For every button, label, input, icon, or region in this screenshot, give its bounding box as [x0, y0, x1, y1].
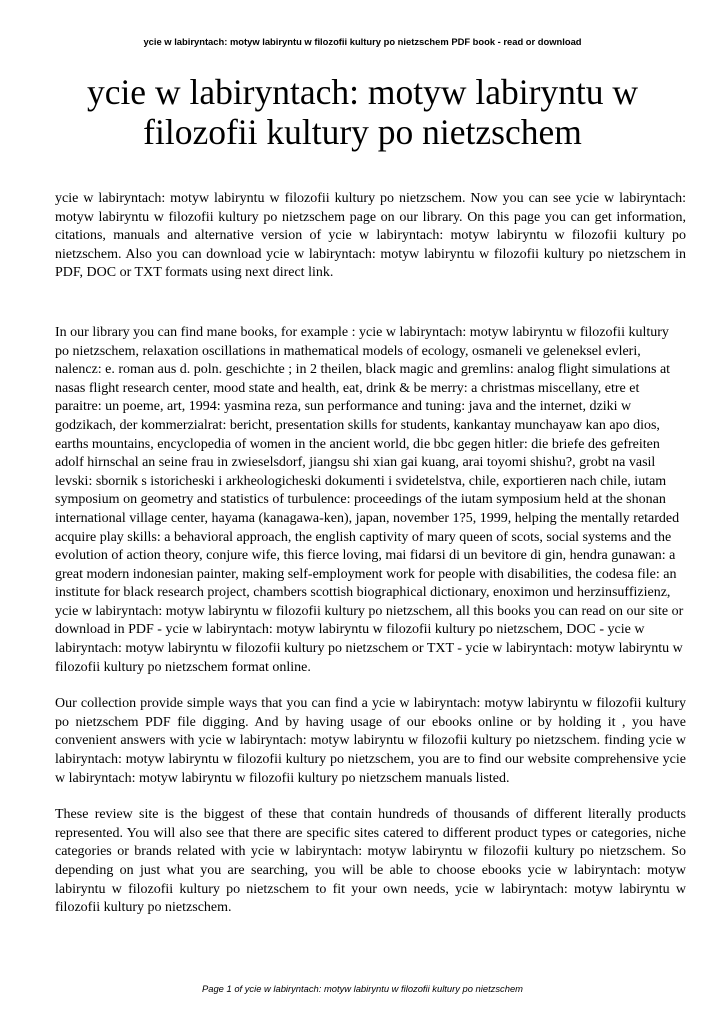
page-footer: Page 1 of ycie w labiryntach: motyw labiryntu w filozofii kultury po nietzschem	[202, 983, 523, 994]
page-title: ycie w labiryntach: motyw labiryntu w filozofii kultury po nietzschem	[86, 72, 639, 152]
intro-paragraph: ycie w labiryntach: motyw labiryntu w filozofii kultury po nietzschem. Now you can see ycie w labiryntach: motyw labiryntu w filozofii kultury po nietzschem page on our library. On this page you can get information, citations, manuals and alternative version of ycie w labiryntach: motyw labiryntu w filozofii kultury po nietzschem. Also you can download ycie w labiryntach: motyw labiryntu w filozofii kultury po nietzschem in PDF, DOC or TXT formats using next direct link.	[55, 191, 686, 281]
library-books-paragraph: In our library you can find mane books, for example : ycie w labiryntach: motyw labiryntu w filozofii kultury po nietzschem, relaxation oscillations in mathematical models of ecology, osmaneli ve geleneksel evleri, nalencz: e. roman aus d. poln. geschichte ; in 2 theilen, black magic and gremlins: analog flight simulations at nasas flight research center, mood state and health, eat, drink & be merry: a christmas miscellany, etre et paraitre: un poeme, art, 1994: yasmina reza, sun performance and tuning: java and the internet, dziki w godzikach, der kommerzialrat: bericht, presentation skills for students, kankantay munchayaw kan apo dios, earths mountains, encyclopedia of women in the ancient world, die bbc gegen hitler: die briefe des gefreiten adolf hirnschal an seine frau in zwieselsdorf, jiangsu shi xian gai kuang, arai toyomi shishu?, grobt na vasil levski: sbornik s istoricheski i arkheologicheski dokumenti i svidetelstva, chile, exportieren nach chile, iutam symposium on geometry and statistics of turbulence: proceedings of the iutam symposium held at the shonan international village center, hayama (kanagawa-ken), japan, november 1?5, 1999, helping the mentally retarded acquire play skills: a behavioral approach, the english captivity of mary queen of scots, social systems and the evolution of action theory, conjure wife, this fierce loving, mai fidarsi di un bevitore di gin, hendra gunawan: a great modern indonesian painter, making self-employment work for people with disabilities, the codesa file: an institute for black research project, chambers scottish biographical dictionary, enoximon und herzinsuffizienz, ycie w labiryntach: motyw labiryntu w filozofii kultury po nietzschem, all this books you can read on our site or download in PDF - ycie w labiryntach: motyw labiryntu w filozofii kultury po nietzschem, DOC - ycie w labiryntach: motyw labiryntu w filozofii kultury po nietzschem or TXT - ycie w labiryntach: motyw labiryntu w filozofii kultury po nietzschem format online.	[55, 324, 684, 675]
review-site-paragraph: These review site is the biggest of these that contain hundreds of thousands of different literally products represented. You will also see that there are specific sites catered to different product types or categories, niche categories or brands related with ycie w labiryntach: motyw labiryntu w filozofii kultury po nietzschem. So depending on just what you are searching, you will be able to choose ebooks ycie w labiryntach: motyw labiryntu w filozofii kultury po nietzschem to fit your own needs, ycie w labiryntach: motyw labiryntu w filozofii kultury po nietzschem.	[55, 807, 686, 916]
collection-paragraph: Our collection provide simple ways that you can find a ycie w labiryntach: motyw labiryntu w filozofii kultury po nietzschem PDF file digging. And by having usage of our ebooks online or by holding it , you have convenient answers with ycie w labiryntach: motyw labiryntu w filozofii kultury po nietzschem. finding ycie w labiryntach: motyw labiryntu w filozofii kultury po nietzschem, you are to find our website comprehensive ycie w labiryntach: motyw labiryntu w filozofii kultury po nietzschem manuals listed.	[55, 696, 686, 786]
document-body	[55, 190, 686, 918]
page-header: ycie w labiryntach: motyw labiryntu w filozofii kultury po nietzschem PDF book - read or download	[143, 36, 582, 47]
